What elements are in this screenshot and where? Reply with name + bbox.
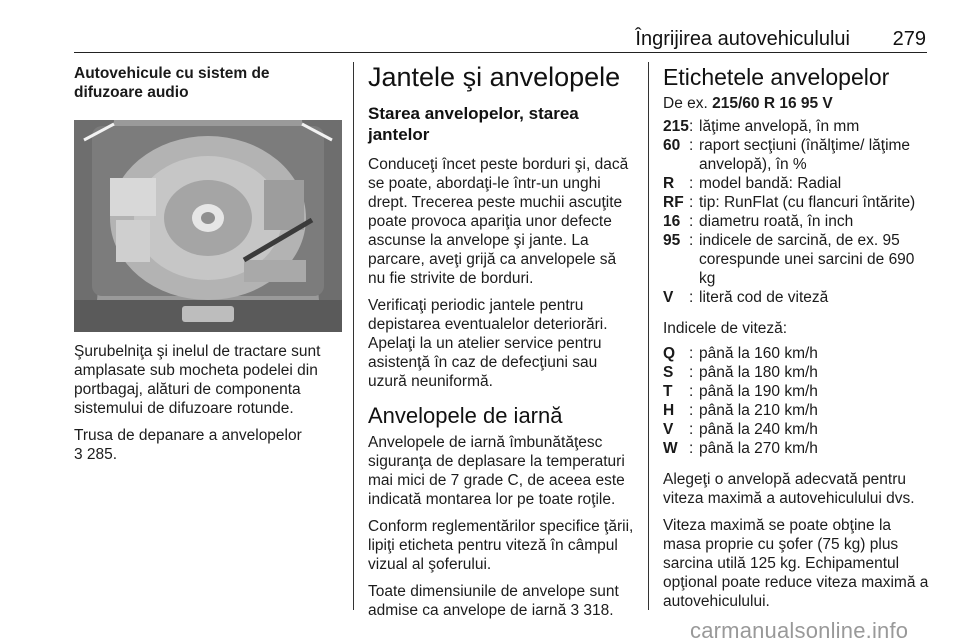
- page-number: 279: [892, 28, 926, 50]
- repair-kit-text: Trusa de depanare a anvelopelor: [74, 427, 302, 444]
- winter-tyres-title: Anvelopele de iarnă: [368, 403, 563, 428]
- column-divider-1: [353, 62, 354, 610]
- speed-key: H: [663, 402, 675, 419]
- trunk-photo: [74, 120, 342, 332]
- speed-text: până la 210 km/h: [699, 402, 818, 419]
- watermark-logo: carmanualsonline.info: [690, 618, 909, 643]
- definition-row: [663, 288, 929, 307]
- speed-text: până la 270 km/h: [699, 440, 818, 457]
- speed-colon: :: [689, 421, 694, 438]
- speed-key: V: [663, 421, 674, 438]
- speed-colon: :: [689, 383, 694, 400]
- definition-text: indicele de sarcină, de ex. 95 corespunde unei sarcini de 690 kg: [699, 232, 915, 287]
- tyre-labels-title: Etichetele anvelopelor: [663, 64, 890, 90]
- definition-text: raport secţiuni (înălţime/ lăţime anvelopă), în %: [699, 137, 911, 173]
- speed-row: [663, 439, 929, 458]
- speed-row: [663, 420, 929, 439]
- definition-row: [663, 174, 929, 193]
- column-middle: [368, 62, 636, 628]
- page-ref-link[interactable]: 3 285.: [74, 446, 118, 463]
- speed-text: până la 240 km/h: [699, 421, 818, 438]
- definition-colon: :: [689, 232, 694, 249]
- speed-colon: :: [689, 345, 694, 362]
- chapter-title-wheels: Jantele şi anvelopele: [368, 62, 621, 92]
- definition-key: 16: [663, 213, 681, 230]
- definition-key: 60: [663, 137, 681, 154]
- max-speed-paragraph: Viteza maximă se poate obţine la masa proprie cu şofer (75 kg) plus sarcina utilă 125 kg. Echipamentul opţional poate reduce viteza maximă a autovehiculului.: [663, 517, 929, 610]
- definition-text: model bandă: Radial: [699, 175, 842, 192]
- definition-key: RF: [663, 194, 684, 211]
- example-line: [663, 94, 929, 113]
- definition-colon: :: [689, 213, 694, 230]
- definition-key: 95: [663, 232, 681, 249]
- speed-index-intro: Indicele de viteză:: [663, 320, 788, 337]
- header-rule: [74, 52, 927, 53]
- speed-key: S: [663, 364, 674, 381]
- definition-text: tip: RunFlat (cu flancuri întărite): [699, 194, 916, 211]
- winter-paragraph-2: Conform reglementărilor specifice ţării, lipiţi eticheta pentru viteză în câmpul vizual al şoferului.: [368, 518, 634, 573]
- speed-text: până la 180 km/h: [699, 364, 818, 381]
- speed-row: [663, 382, 929, 401]
- definition-colon: :: [689, 118, 694, 135]
- section-heading-audio: Autovehicule cu sistem de difuzoare audio: [74, 65, 270, 101]
- definition-key: R: [663, 175, 675, 192]
- example-code: 215/60 R 16 95 V: [712, 95, 833, 112]
- speed-key: Q: [663, 345, 676, 362]
- definition-key: V: [663, 289, 674, 306]
- example-prefix: De ex.: [663, 95, 708, 112]
- definition-colon: :: [689, 137, 694, 154]
- definition-row: [663, 212, 929, 231]
- winter-paragraph-3: [368, 582, 636, 620]
- column-divider-2: [648, 62, 649, 610]
- definition-row: [663, 193, 929, 212]
- definition-colon: :: [689, 194, 694, 211]
- definition-text: literă cod de viteză: [699, 289, 829, 306]
- speed-row: [663, 401, 929, 420]
- definition-key: 215: [663, 118, 689, 135]
- winter-paragraph-1: Anvelopele de iarnă îmbunătăţesc siguranţa de deplasare la temperaturi mai mici de 7 grade C, de aceea este indicată montarea lor pe toate roţile.: [368, 434, 625, 508]
- curb-paragraph: Conduceţi încet peste borduri şi, dacă se poate, abordaţi-le într-un unghi drept. Trecerea peste muchii ascuţite poate provoca apariţia unor defecte ascunse la anvelope şi jante. La parcare, aveţi grijă ca anvelopele să nu fie strivite de borduri.: [368, 156, 629, 287]
- speed-key: W: [663, 440, 678, 457]
- speed-key: T: [663, 383, 673, 400]
- running-header-title: Îngrijirea autovehiculului: [635, 28, 850, 50]
- screwdriver-paragraph: Şurubelniţa şi inelul de tractare sunt amplasate sub mocheta podelei din portbagaj, alături de componenta sistemului de difuzoare rotunde.: [74, 343, 321, 417]
- speed-row: [663, 344, 929, 363]
- speed-text: până la 190 km/h: [699, 383, 818, 400]
- check-paragraph: Verificaţi periodic jantele pentru depistarea eventualelor deteriorări. Apelaţi la un atelier service pentru asistenţă în caz de defecţiuni sau uzură neuniformă.: [368, 297, 608, 390]
- speed-colon: :: [689, 402, 694, 419]
- tyre-code-definitions: [663, 117, 929, 307]
- speed-index-list: [663, 344, 929, 458]
- column-left: [74, 62, 342, 472]
- definition-colon: :: [689, 289, 694, 306]
- choose-tyre-paragraph: Alegeţi o anvelopă adecvată pentru viteza maximă a autovehiculului dvs.: [663, 471, 915, 507]
- definition-row: [663, 136, 929, 174]
- definition-text: diametru roată, în inch: [699, 213, 854, 230]
- speed-colon: :: [689, 364, 694, 381]
- winter-paragraph-3-text: Toate dimensiunile de anvelope sunt admise ca anvelope de iarnă: [368, 583, 619, 619]
- definition-text: lăţime anvelopă, în mm: [699, 118, 860, 135]
- definition-row: [663, 231, 929, 288]
- definition-colon: :: [689, 175, 694, 192]
- definition-row: [663, 117, 929, 136]
- page-ref-link-318[interactable]: 3 318.: [570, 602, 614, 619]
- column-right: [663, 62, 929, 619]
- speed-colon: :: [689, 440, 694, 457]
- subtitle-tyre-condition: Starea anvelopelor, starea jantelor: [368, 104, 579, 144]
- repair-kit-paragraph: [74, 426, 342, 464]
- speed-row: [663, 363, 929, 382]
- speed-text: până la 160 km/h: [699, 345, 818, 362]
